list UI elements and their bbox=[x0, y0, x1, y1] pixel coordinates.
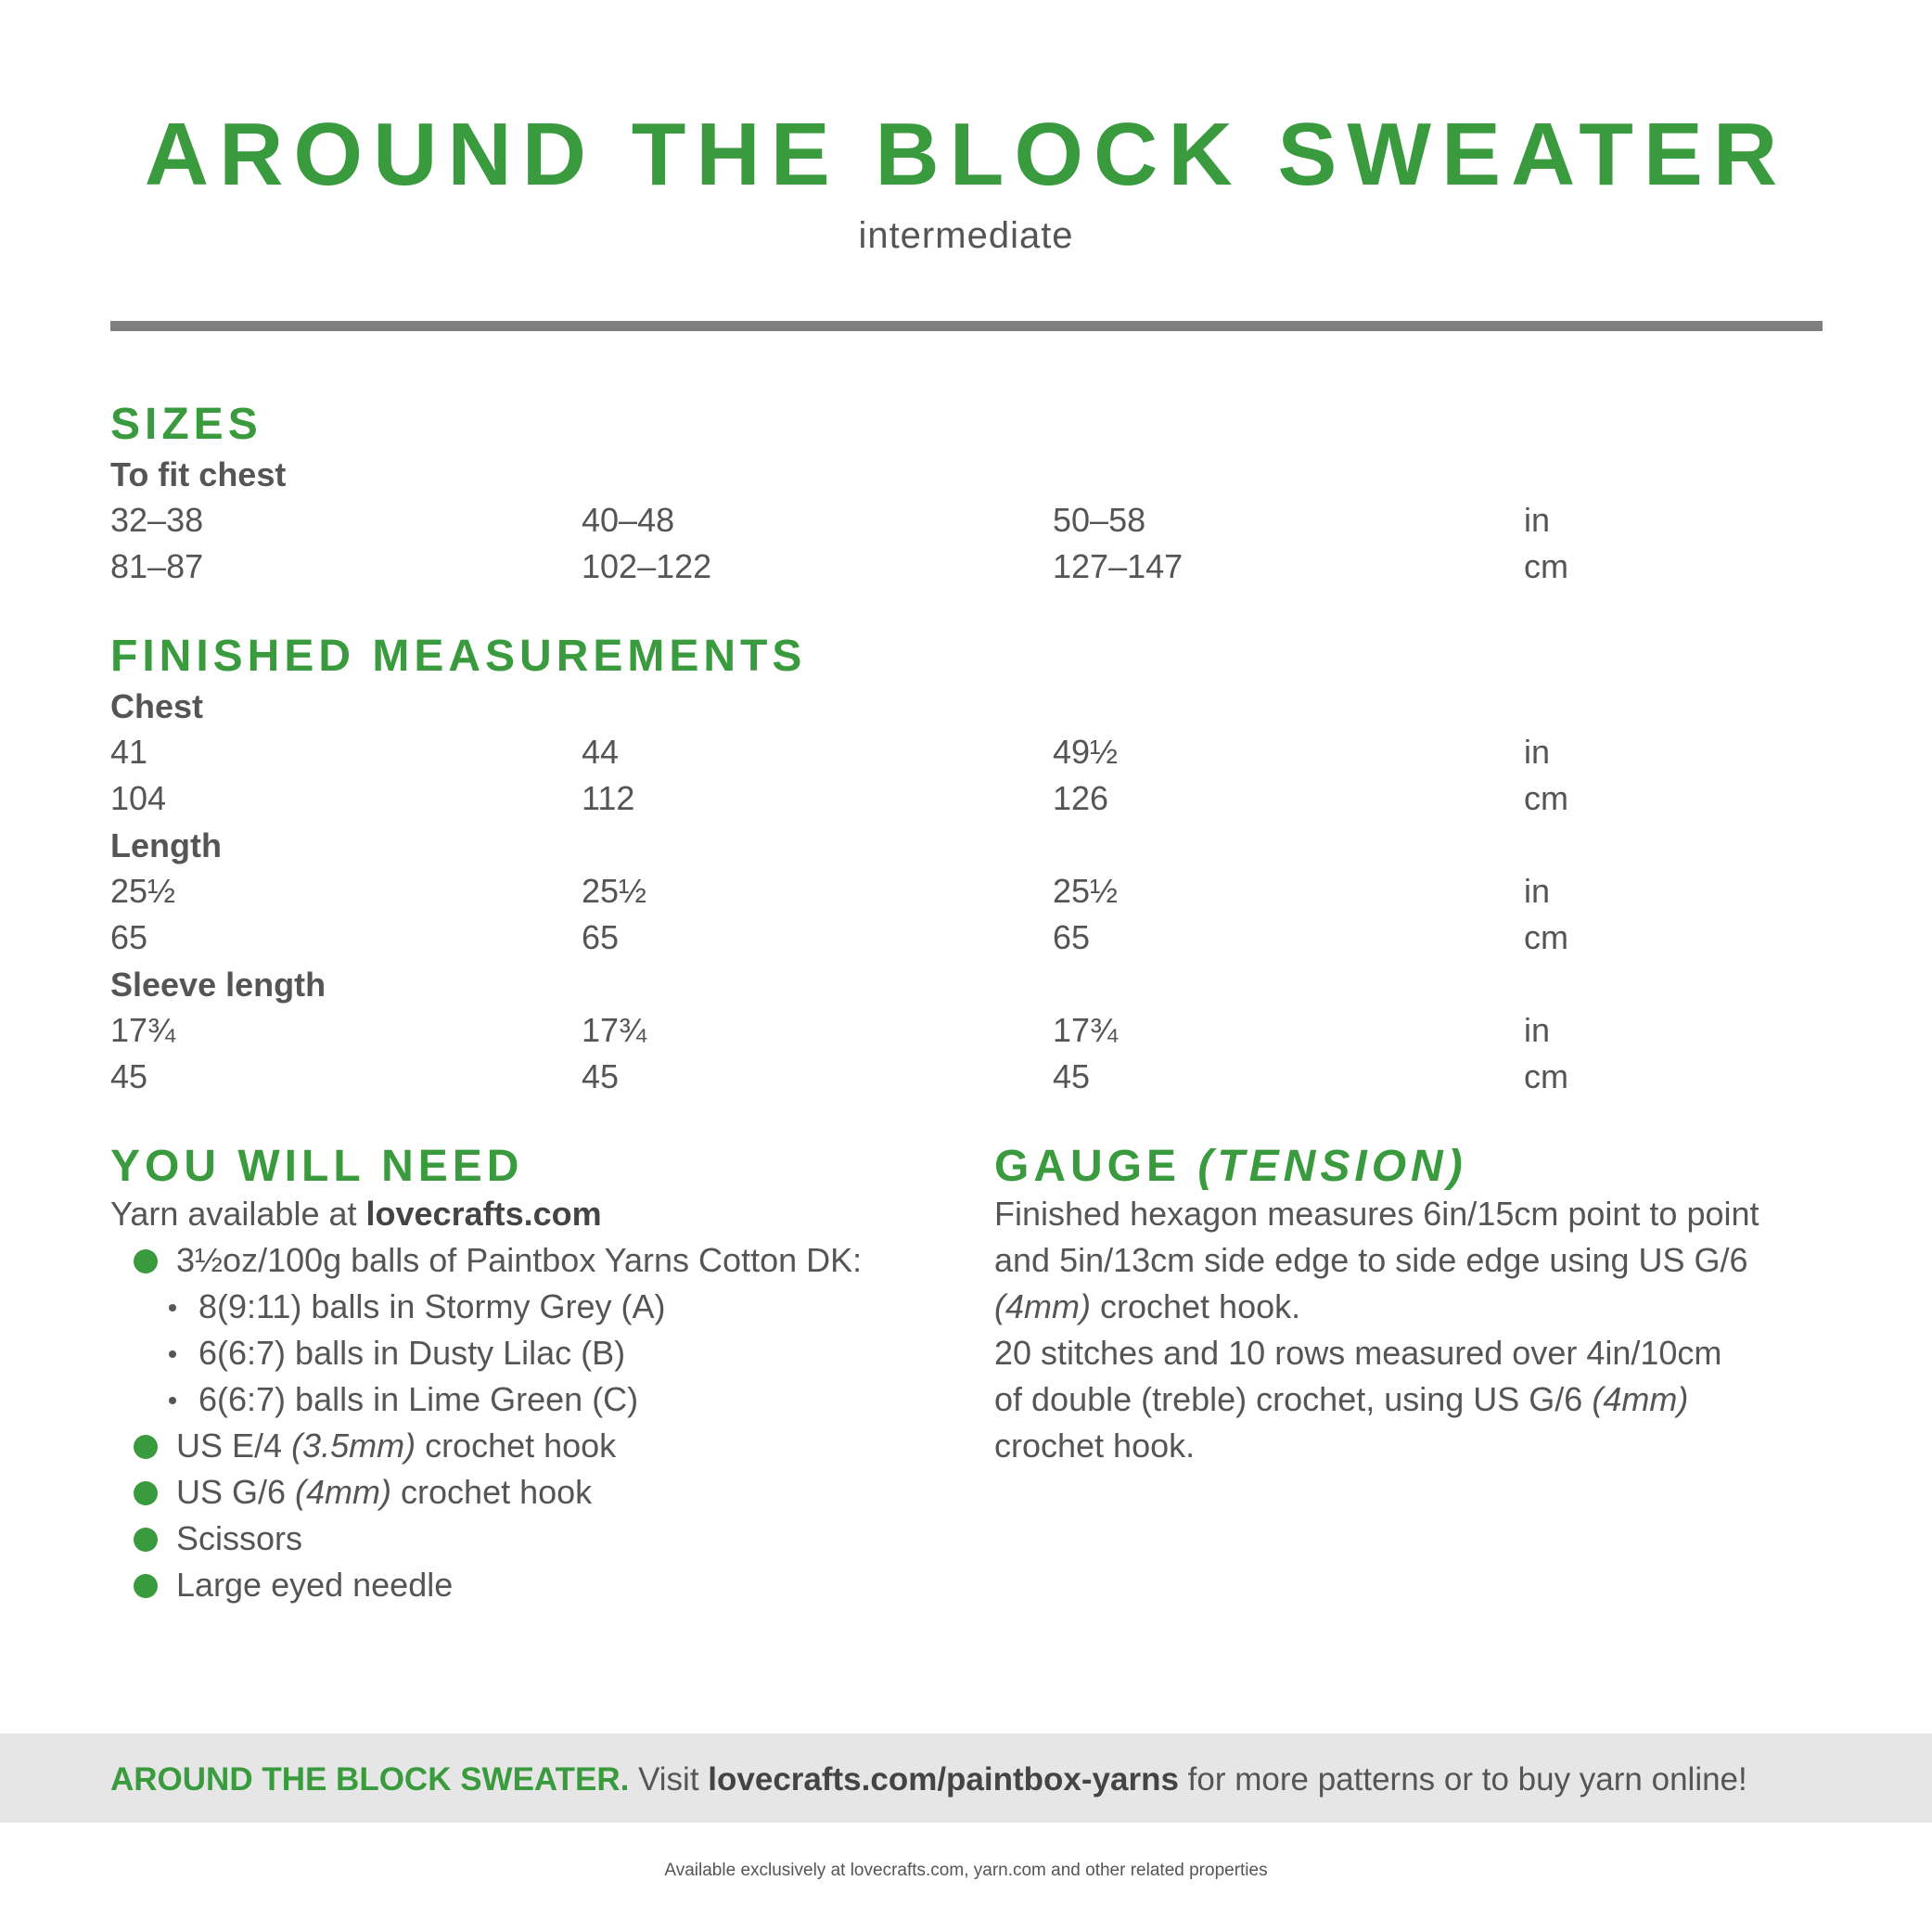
finished-measurements-heading: FINISHED MEASUREMENTS bbox=[110, 632, 807, 681]
gauge-text bbox=[994, 1191, 1829, 1469]
measurement-value: 25½ bbox=[110, 872, 176, 910]
yarn-color-b: 6(6:7) balls in Dusty Lilac (B) bbox=[198, 1334, 626, 1372]
hook-g6-size: (4mm) bbox=[295, 1473, 392, 1511]
gauge-heading-tension: (TENSION) bbox=[1197, 1142, 1467, 1191]
sizes-heading: SIZES bbox=[110, 400, 262, 449]
size-value: 50–58 bbox=[1053, 501, 1146, 539]
measurement-value: 49½ bbox=[1053, 733, 1119, 771]
hook-g6-pre: US G/6 bbox=[176, 1473, 296, 1511]
measurement-value: 126 bbox=[1053, 779, 1109, 817]
size-value: 32–38 bbox=[110, 501, 204, 539]
measurement-value: 104 bbox=[110, 779, 167, 817]
size-value: 127–147 bbox=[1053, 547, 1184, 585]
hook-e4-post: crochet hook bbox=[416, 1427, 617, 1465]
bullet-icon bbox=[134, 1435, 158, 1459]
footer-title: AROUND THE BLOCK SWEATER. bbox=[110, 1761, 630, 1798]
measurement-value: 45 bbox=[1053, 1057, 1091, 1095]
gauge-line: crochet hook. bbox=[994, 1427, 1196, 1465]
hook-e4-pre: US E/4 bbox=[176, 1427, 292, 1465]
materials-list bbox=[110, 1191, 945, 1608]
bullet-icon bbox=[134, 1249, 158, 1273]
pattern-title: AROUND THE BLOCK SWEATER bbox=[144, 105, 1788, 204]
unit-label: cm bbox=[1524, 1057, 1568, 1095]
gauge-line: Finished hexagon measures 6in/15cm point to point bbox=[994, 1195, 1759, 1233]
lovecrafts-link[interactable]: lovecrafts.com bbox=[365, 1195, 602, 1233]
gauge-line bbox=[994, 1284, 1829, 1330]
list-item bbox=[110, 1284, 945, 1330]
list-item bbox=[110, 1330, 945, 1376]
size-value: 40–48 bbox=[582, 501, 675, 539]
list-item bbox=[110, 1237, 945, 1284]
yarn-description: 3½oz/100g balls of Paintbox Yarns Cotton DK: bbox=[176, 1241, 863, 1279]
to-fit-chest-label: To fit chest bbox=[110, 455, 287, 493]
chest-row-cm bbox=[110, 776, 1823, 821]
measurement-value: 25½ bbox=[582, 872, 647, 910]
measurement-value: 17¾ bbox=[582, 1011, 647, 1049]
bullet-icon bbox=[134, 1574, 158, 1598]
sleeve-row-in bbox=[110, 1008, 1823, 1053]
skill-level: intermediate bbox=[858, 215, 1074, 256]
list-item bbox=[110, 1376, 945, 1423]
yarn-color-c: 6(6:7) balls in Lime Green (C) bbox=[198, 1380, 639, 1418]
measurement-value: 25½ bbox=[1053, 872, 1119, 910]
length-label: Length bbox=[110, 826, 222, 864]
gauge-line-rest: crochet hook. bbox=[1090, 1287, 1301, 1325]
yarn-color-a: 8(9:11) balls in Stormy Grey (A) bbox=[198, 1287, 666, 1325]
list-item bbox=[110, 1516, 945, 1562]
unit-label: cm bbox=[1524, 547, 1568, 585]
sizes-row-in bbox=[110, 498, 1823, 543]
gauge-line: 20 stitches and 10 rows measured over 4in/10cm bbox=[994, 1334, 1722, 1372]
gauge-hook-size: (4mm) bbox=[1592, 1380, 1689, 1418]
gauge-line-pre: of double (treble) crochet, using US G/6 bbox=[994, 1380, 1593, 1418]
sub-bullet-icon bbox=[169, 1350, 176, 1358]
gauge-line: and 5in/13cm side edge to side edge using US G/6 bbox=[994, 1241, 1748, 1279]
measurement-value: 17¾ bbox=[1053, 1011, 1119, 1049]
bullet-icon bbox=[134, 1481, 158, 1505]
measurement-value: 45 bbox=[110, 1057, 148, 1095]
footer-visit: Visit bbox=[629, 1761, 709, 1798]
scissors-item: Scissors bbox=[176, 1519, 303, 1557]
size-value: 81–87 bbox=[110, 547, 204, 585]
chest-row-in bbox=[110, 730, 1823, 774]
availability-disclaimer: Available exclusively at lovecrafts.com, yarn.com and other related properties bbox=[664, 1861, 1268, 1880]
unit-label: in bbox=[1524, 1011, 1551, 1049]
list-item bbox=[110, 1423, 945, 1469]
gauge-line bbox=[994, 1376, 1829, 1423]
measurement-value: 17¾ bbox=[110, 1011, 176, 1049]
gauge-heading bbox=[994, 1141, 1467, 1193]
footer-rest: for more patterns or to buy yarn online! bbox=[1178, 1761, 1747, 1798]
unit-label: cm bbox=[1524, 779, 1568, 817]
divider-rule bbox=[110, 321, 1823, 331]
hook-g6-post: crochet hook bbox=[391, 1473, 593, 1511]
gauge-heading-text: GAUGE bbox=[994, 1142, 1198, 1191]
measurement-value: 65 bbox=[110, 918, 148, 956]
measurement-value: 65 bbox=[1053, 918, 1091, 956]
yarn-availability bbox=[110, 1191, 945, 1237]
length-row-cm bbox=[110, 915, 1823, 960]
sub-bullet-icon bbox=[169, 1397, 176, 1404]
gauge-hook-size: (4mm) bbox=[994, 1287, 1091, 1325]
measurement-value: 112 bbox=[582, 779, 635, 817]
hook-e4-size: (3.5mm) bbox=[291, 1427, 416, 1465]
unit-label: in bbox=[1524, 872, 1551, 910]
chest-label: Chest bbox=[110, 687, 204, 725]
list-item bbox=[110, 1469, 945, 1516]
unit-label: in bbox=[1524, 733, 1551, 771]
you-will-need-heading: YOU WILL NEED bbox=[110, 1142, 524, 1191]
needle-item: Large eyed needle bbox=[176, 1566, 454, 1604]
measurement-value: 45 bbox=[582, 1057, 620, 1095]
intro-text: Yarn available at bbox=[110, 1195, 366, 1233]
unit-label: in bbox=[1524, 501, 1551, 539]
unit-label: cm bbox=[1524, 918, 1568, 956]
sizes-row-cm bbox=[110, 544, 1823, 589]
size-value: 102–122 bbox=[582, 547, 712, 585]
sub-bullet-icon bbox=[169, 1304, 176, 1311]
measurement-value: 44 bbox=[582, 733, 620, 771]
sleeve-row-cm bbox=[110, 1055, 1823, 1099]
sleeve-length-label: Sleeve length bbox=[110, 966, 326, 1004]
bullet-icon bbox=[134, 1528, 158, 1552]
measurement-value: 65 bbox=[582, 918, 620, 956]
footer-text bbox=[110, 1759, 1823, 1800]
list-item bbox=[110, 1562, 945, 1608]
measurement-value: 41 bbox=[110, 733, 148, 771]
length-row-in bbox=[110, 869, 1823, 914]
footer-link[interactable]: lovecrafts.com/paintbox-yarns bbox=[708, 1761, 1179, 1798]
